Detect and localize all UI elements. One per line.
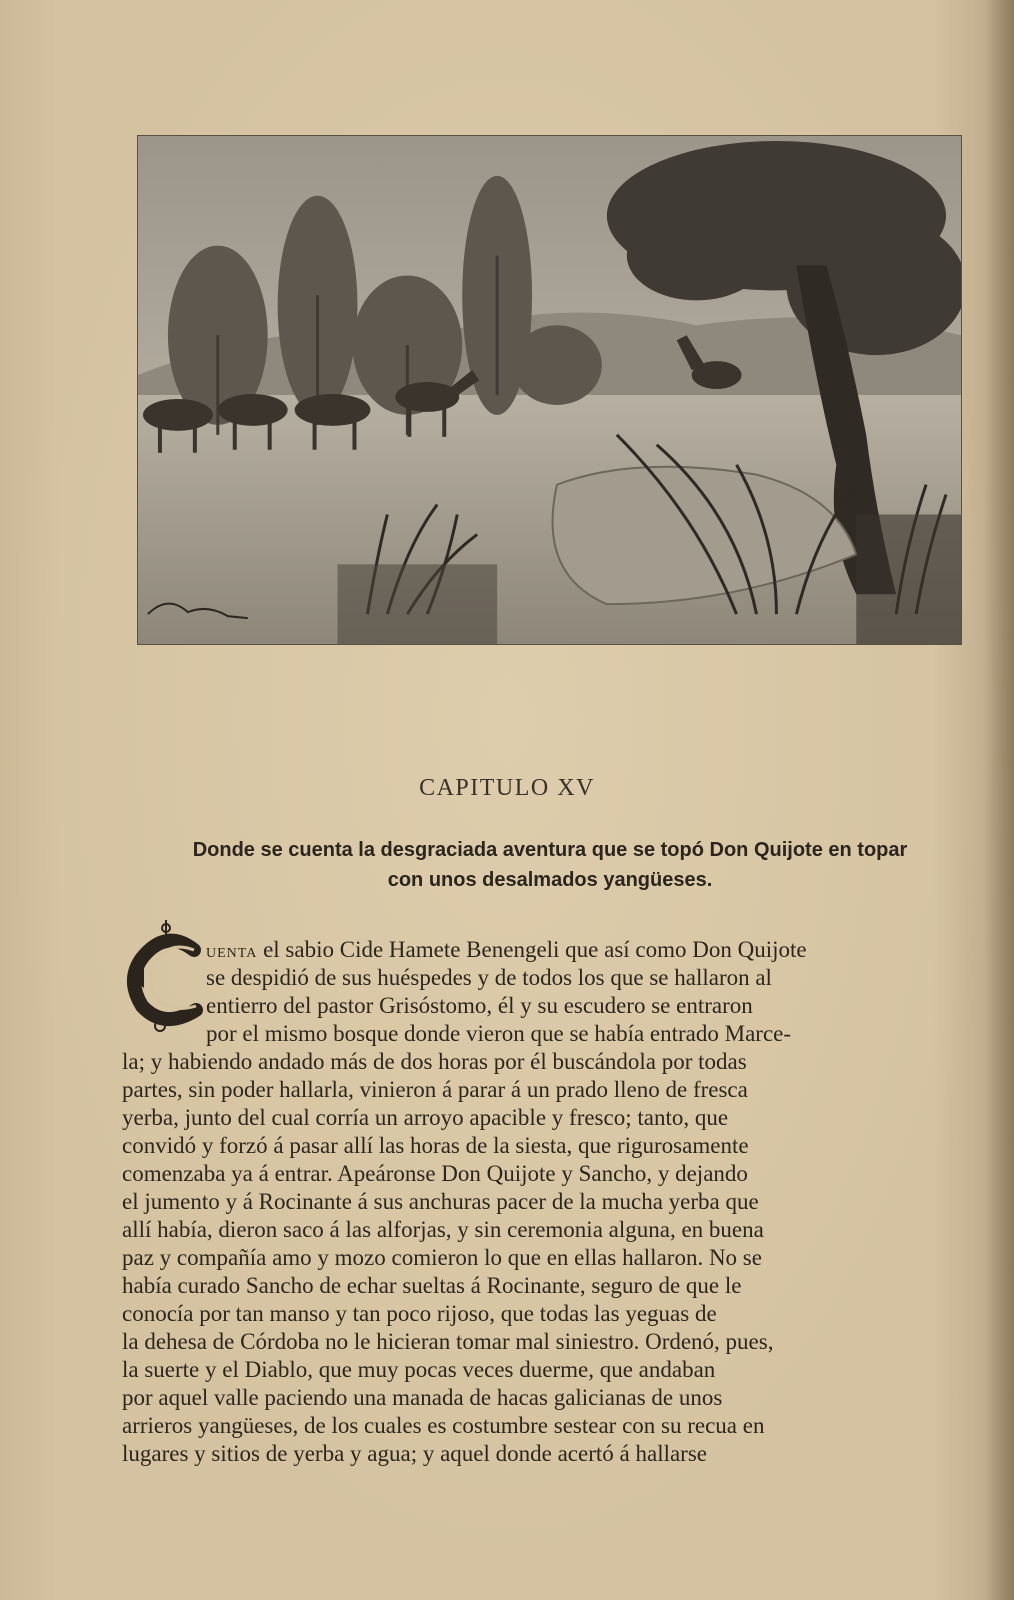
text-line: lugares y sitios de yerba y agua; y aquel donde acertó á hallarse — [122, 1441, 707, 1466]
text-line: la dehesa de Córdoba no le hicieran tomar mal siniestro. Ordenó, pues, — [122, 1329, 774, 1354]
text-line: arrieros yangüeses, de los cuales es costumbre sestear con su recua en — [122, 1413, 765, 1438]
text-line: yerba, junto del cual corría un arroyo apacible y fresco; tanto, que — [122, 1105, 729, 1130]
text-line: la suerte y el Diablo, que muy pocas veces duerme, que andaban — [122, 1357, 716, 1382]
text-line: entierro del pastor Grisóstomo, él y su escudero se entraron — [206, 993, 753, 1018]
chapter-illustration — [137, 135, 962, 645]
subtitle-line: Donde se cuenta la desgraciada aventura que se topó Don Quijote en topar — [192, 839, 908, 861]
text-line — [122, 936, 970, 964]
text-line: allí había, dieron saco á las alforjas, y sin ceremonia alguna, en buena — [122, 1217, 764, 1242]
text-line: se despidió de sus huéspedes y de todos los que se hallaron al — [206, 965, 772, 990]
text-line: paz y compañía amo y mozo comieron lo que en ellas hallaron. No se — [122, 1245, 762, 1270]
first-word-rest: uenta — [206, 940, 258, 962]
text-line: comenzaba ya á entrar. Apeáronse Don Quijote y Sancho, y dejando — [122, 1161, 748, 1186]
chapter-body-text — [122, 936, 970, 1468]
text-line: por aquel valle paciendo una manada de hacas galicianas de unos — [122, 1385, 723, 1410]
text-line: conocía por tan manso y tan poco rijoso, que todas las yeguas de — [122, 1301, 717, 1326]
landscape-engraving — [138, 136, 961, 644]
text-line: por el mismo bosque donde vieron que se había entrado Marce- — [206, 1021, 792, 1046]
text-line: la; y habiendo andado más de dos horas por él buscándola por todas — [122, 1049, 747, 1074]
text-line: había curado Sancho de echar sueltas á Rocinante, seguro de que le — [122, 1273, 742, 1298]
text-line: convidó y forzó á pasar allí las horas de la siesta, que rigurosamente — [122, 1133, 749, 1158]
subtitle-line: con unos desalmados yangüeses. — [387, 869, 713, 891]
chapter-title: CAPITULO XV — [419, 775, 595, 801]
text-line: partes, sin poder hallarla, vinieron á parar á un prado lleno de fresca — [122, 1077, 748, 1102]
text-line-content: el sabio Cide Hamete Benengeli que así como Don Quijote — [257, 937, 807, 962]
text-line: el jumento y á Rocinante á sus anchuras pacer de la mucha yerba que — [122, 1189, 759, 1214]
chapter-subtitle — [120, 835, 980, 895]
